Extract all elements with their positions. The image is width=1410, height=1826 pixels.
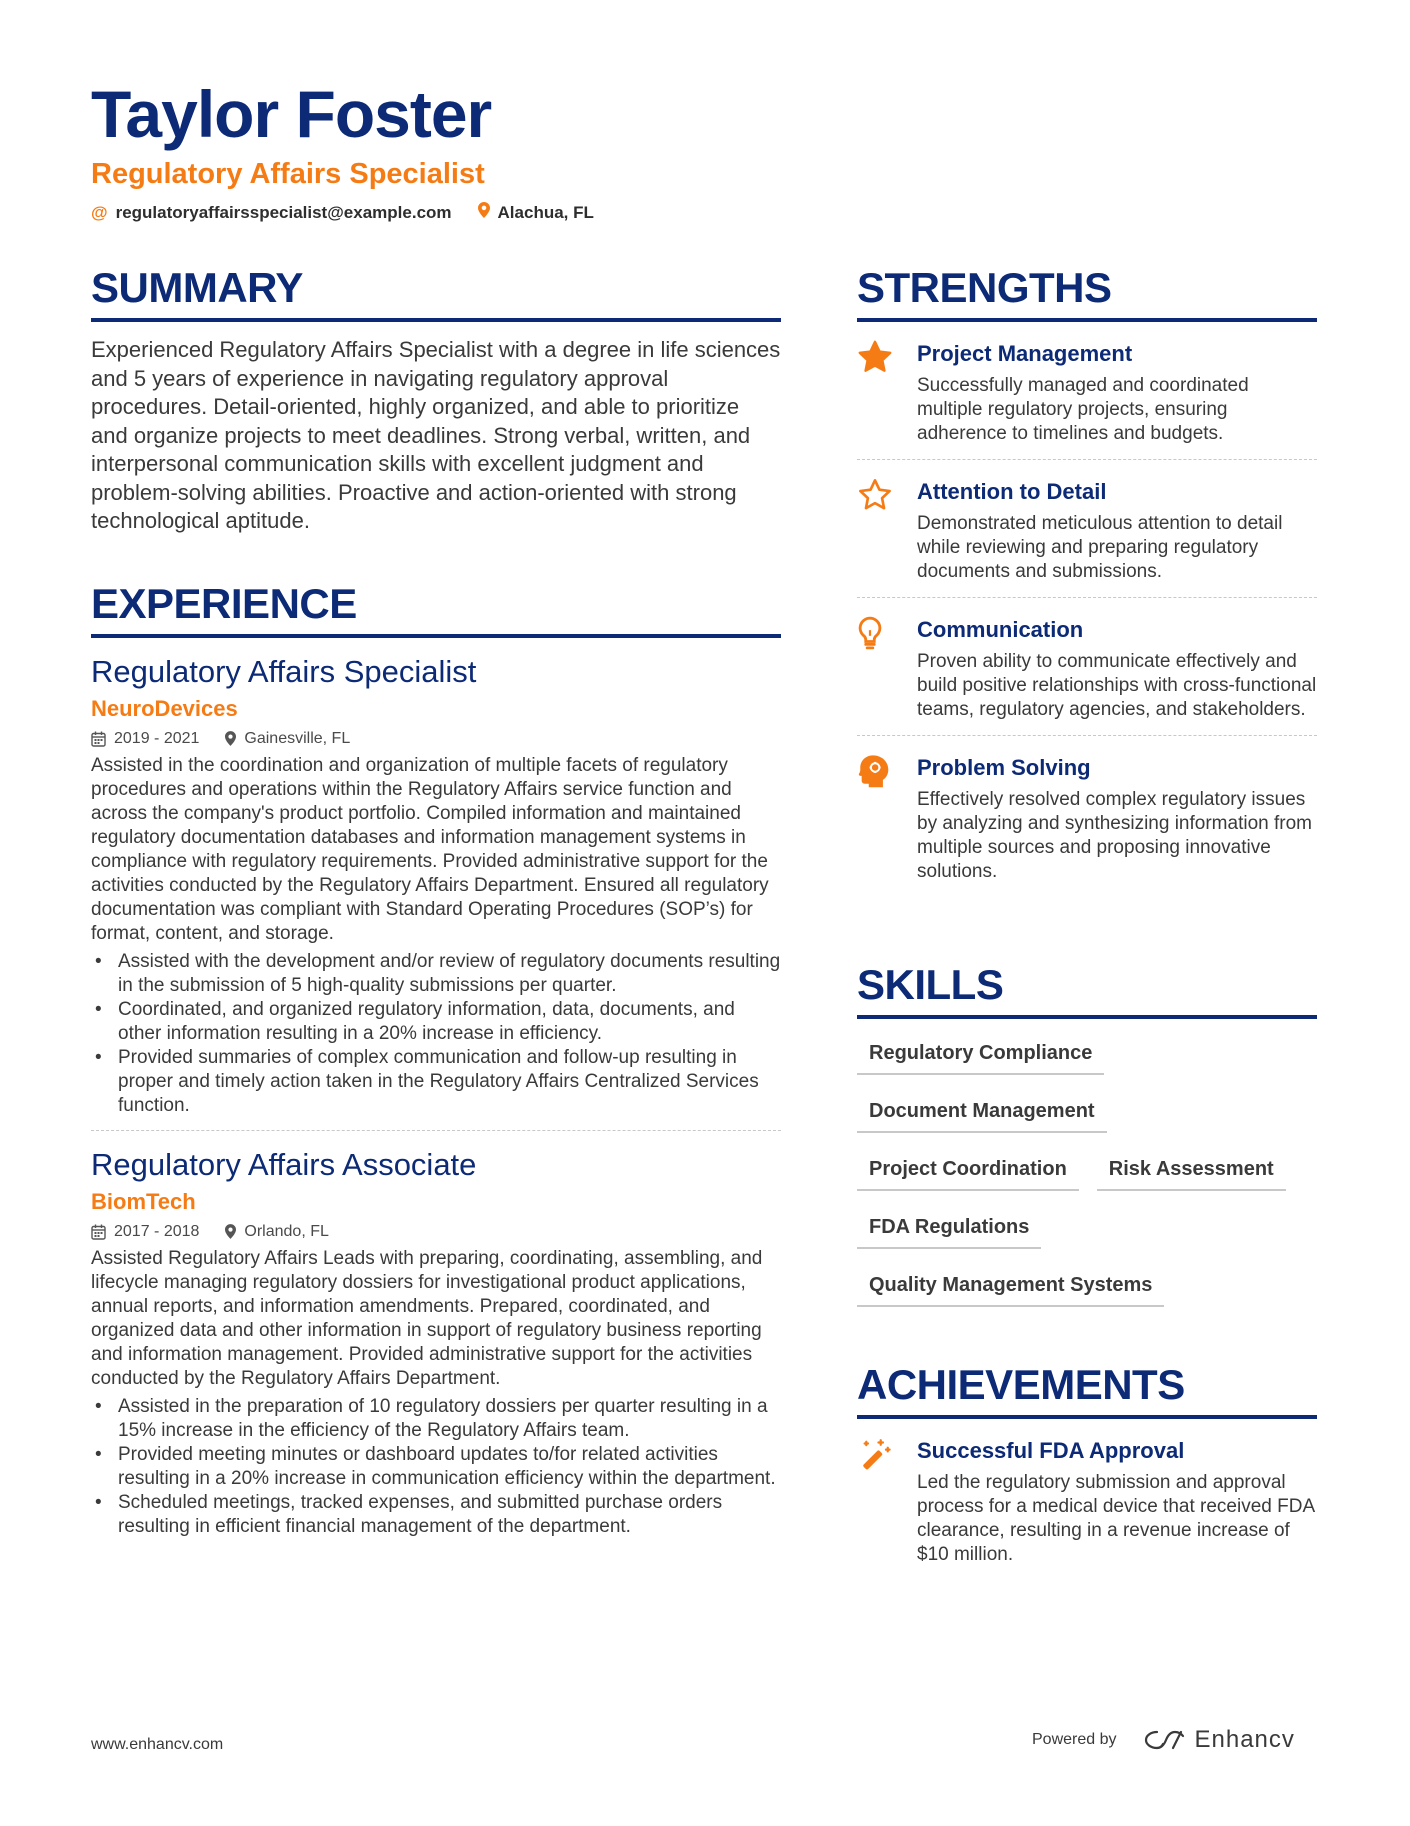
job-title: Regulatory Affairs Associate xyxy=(91,1146,477,1182)
achievement-body xyxy=(917,1437,1317,1567)
job-dates xyxy=(91,728,199,750)
brand-name: Enhancv xyxy=(1194,1726,1295,1753)
job-bullet: • Assisted with the development and/or review of regulatory documents resulting in the submission of 5 high-quality submissions per quarter. xyxy=(91,950,781,998)
location-text: Alachua, FL xyxy=(497,202,594,222)
strength-item xyxy=(857,598,1317,736)
experience-section xyxy=(91,578,781,1551)
achievements-section xyxy=(857,1359,1317,1580)
skills-section xyxy=(857,959,1317,1323)
resume-header xyxy=(91,74,1091,223)
job-dates-text: 2017 - 2018 xyxy=(114,1222,200,1240)
footer-website[interactable]: www.enhancv.com xyxy=(91,1736,224,1753)
strength-title: Project Management xyxy=(917,341,1133,366)
enhancv-logo-icon xyxy=(1143,1728,1187,1752)
star-filled-icon xyxy=(857,340,917,446)
job-bullet: • Coordinated, and organized regulatory information, data, documents, and other information resulting in a 20% increase in efficiency. xyxy=(91,998,781,1046)
strength-body xyxy=(917,616,1317,722)
brand-logo[interactable] xyxy=(1143,1726,1295,1754)
job-bullet: • Assisted in the preparation of 10 regulatory dossiers per quarter resulting in a 15% increase in the efficiency of the Regulatory Affairs team. xyxy=(91,1395,781,1443)
job-meta xyxy=(91,1221,781,1243)
job-location xyxy=(225,1221,328,1243)
right-column xyxy=(857,262,1317,1580)
calendar-icon xyxy=(91,1224,106,1240)
job-location xyxy=(225,728,350,750)
strength-description: Proven ability to communicate effectively and build positive relationships with cross-functional teams, regulatory agencies, and stakeholders. xyxy=(917,651,1317,720)
skill-tag: Risk Assessment xyxy=(1097,1149,1286,1191)
job-description: Assisted Regulatory Affairs Leads with preparing, coordinating, assembling, and lifecycle managing regulatory dossiers for investigational product applications, annual reports, and information amendments. Prepared, coordinated, and organized data and other information in support of regulatory business reporting and information management. Provided administrative support for the activities conducted by the Regulatory Affairs Department. xyxy=(91,1247,763,1389)
star-outline-icon xyxy=(857,478,917,584)
skill-tag: Regulatory Compliance xyxy=(857,1033,1104,1075)
job-bullets xyxy=(91,1395,781,1539)
at-icon: @ xyxy=(91,202,108,222)
strengths-section xyxy=(857,262,1317,897)
powered-by-text: Powered by xyxy=(1032,1731,1117,1748)
skill-tag: Project Coordination xyxy=(857,1149,1079,1191)
experience-heading: EXPERIENCE xyxy=(91,578,781,638)
strength-body xyxy=(917,478,1317,584)
skills-list xyxy=(857,1033,1317,1323)
job-location-text: Orlando, FL xyxy=(244,1222,329,1240)
summary-heading: SUMMARY xyxy=(91,262,781,322)
job-dates xyxy=(91,1221,199,1243)
location-pin-icon xyxy=(478,202,490,223)
candidate-name: Taylor Foster xyxy=(91,77,492,151)
job-meta xyxy=(91,728,781,750)
achievements-heading: ACHIEVEMENTS xyxy=(857,1359,1317,1419)
summary-text: Experienced Regulatory Affairs Specialist with a degree in life sciences and 5 years of experience in navigating regulatory approval procedures. Detail-oriented, highly organized, and able to prioritize and organize projects to meet deadlines. Strong verbal, written, and interpersonal communication skills with excellent judgment and problem-solving abilities. Proactive and action-oriented with strong technological aptitude. xyxy=(91,337,781,533)
location-pin-icon xyxy=(225,731,236,746)
strength-description: Effectively resolved complex regulatory issues by analyzing and synthesizing information from multiple sources and proposing innovative solutions. xyxy=(917,789,1312,882)
job-location-text: Gainesville, FL xyxy=(244,729,351,747)
job-entry xyxy=(91,1130,781,1551)
lightbulb-icon xyxy=(857,616,917,722)
company-name: BiomTech xyxy=(91,1188,196,1214)
summary-section xyxy=(91,262,781,536)
job-description: Assisted in the coordination and organization of multiple facets of regulatory procedures and operations within the Regulatory Affairs service function and across the company's product portfolio. Compiled information and maintained regulatory documentation databases and information management systems in compliance with regulatory requirements. Provided administrative support for the activities conducted by the Regulatory Affairs Department. Ensured all regulatory documentation was compliant with Standard Operating Procedures (SOP’s) for format, content, and storage. xyxy=(91,754,769,944)
job-dates-text: 2019 - 2021 xyxy=(114,729,200,747)
skills-heading: SKILLS xyxy=(857,959,1317,1019)
strength-item xyxy=(857,736,1317,897)
email-text[interactable]: regulatoryaffairsspecialist@example.com xyxy=(115,202,452,222)
skill-tag: Document Management xyxy=(857,1091,1107,1133)
job-entry xyxy=(91,652,781,1130)
job-title: Regulatory Affairs Specialist xyxy=(91,653,477,689)
candidate-role: Regulatory Affairs Specialist xyxy=(91,158,485,190)
strength-title: Problem Solving xyxy=(917,755,1091,780)
achievement-item xyxy=(857,1419,1317,1580)
strength-body xyxy=(917,340,1317,446)
job-bullet: • Provided summaries of complex communication and follow-up resulting in proper and timely action taken in the Regulatory Affairs Centralized Services function. xyxy=(91,1046,781,1118)
location-pin-icon xyxy=(225,1224,236,1239)
job-bullet: • Scheduled meetings, tracked expenses, and submitted purchase orders resulting in efficient financial management of the department. xyxy=(91,1491,781,1539)
company-name: NeuroDevices xyxy=(91,695,238,721)
strength-body xyxy=(917,754,1317,884)
achievement-description: Led the regulatory submission and approval process for a medical device that received FDA clearance, resulting in a revenue increase of $10 million. xyxy=(917,1472,1315,1565)
strength-description: Successfully managed and coordinated multiple regulatory projects, ensuring adherence to timelines and budgets. xyxy=(917,375,1249,444)
strength-title: Communication xyxy=(917,617,1084,642)
contact-email[interactable] xyxy=(91,203,452,223)
calendar-icon xyxy=(91,731,106,747)
left-column xyxy=(91,262,781,1551)
strength-title: Attention to Detail xyxy=(917,479,1107,504)
strengths-heading: STRENGTHS xyxy=(857,262,1317,322)
strength-description: Demonstrated meticulous attention to detail while reviewing and preparing regulatory documents and submissions. xyxy=(917,513,1283,582)
achievement-title: Successful FDA Approval xyxy=(917,1438,1185,1463)
job-bullet: • Provided meeting minutes or dashboard updates to/for related activities resulting in a 20% increase in communication efficiency within the department. xyxy=(91,1443,781,1491)
strength-item xyxy=(857,322,1317,460)
contact-location xyxy=(478,202,594,223)
strength-item xyxy=(857,460,1317,598)
job-bullets xyxy=(91,950,781,1118)
skill-tag: FDA Regulations xyxy=(857,1207,1041,1249)
magic-wand-icon xyxy=(857,1437,917,1567)
footer-branding xyxy=(1032,1726,1295,1754)
contact-row xyxy=(91,202,1091,223)
skill-tag: Quality Management Systems xyxy=(857,1265,1164,1307)
head-icon xyxy=(857,754,917,884)
